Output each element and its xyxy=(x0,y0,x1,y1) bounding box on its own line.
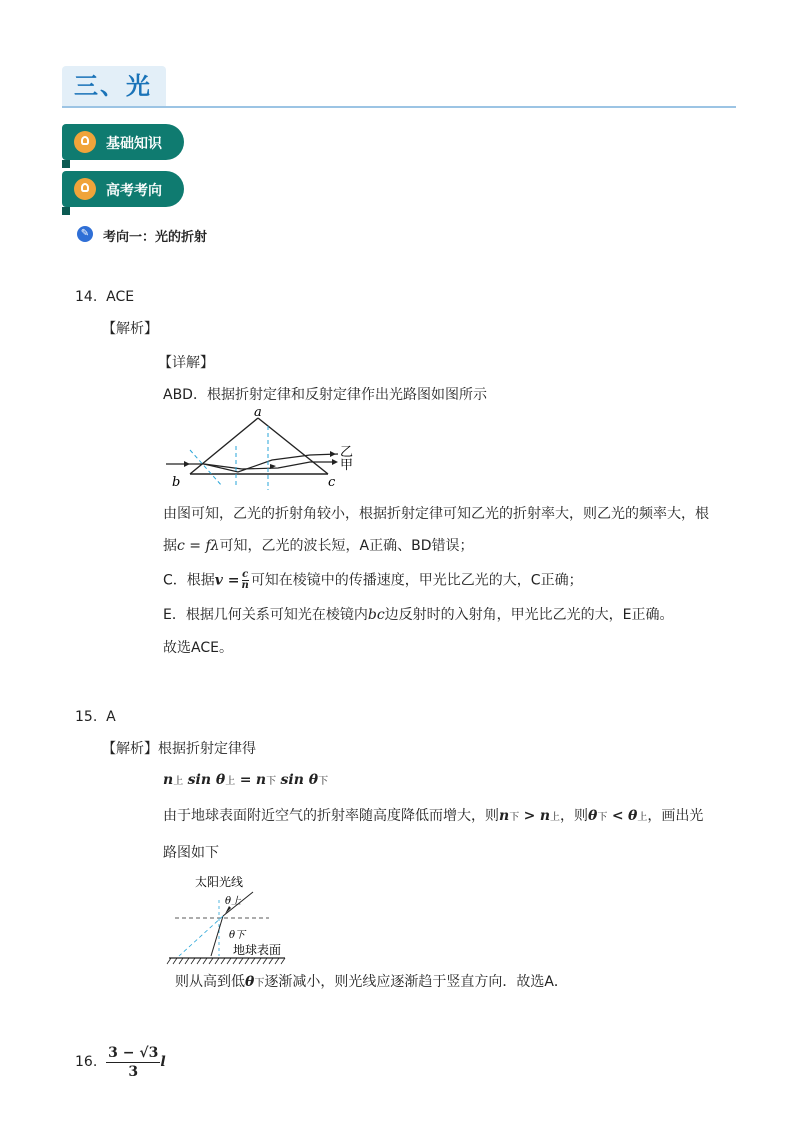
q15-answer: A xyxy=(106,709,116,725)
q14-line5: E．根据几何关系可知光在棱镜内bc边反射时的入射角，甲光比乙光的大，E正确。 xyxy=(163,607,674,623)
basic-knowledge-tab[interactable] xyxy=(62,124,184,160)
pencil-icon: ✎ xyxy=(77,226,93,242)
q15-number: 15. A xyxy=(75,709,116,725)
q14-detail-label: 【详解】 xyxy=(158,355,214,371)
q14-line1: ABD．根据折射定律和反射定律作出光路图如图所示 xyxy=(163,387,487,403)
q14-analysis-label: 【解析】 xyxy=(102,321,158,337)
label-a: a xyxy=(254,406,262,420)
q16-number: 16. xyxy=(75,1054,98,1070)
lightbulb-icon xyxy=(74,131,96,153)
prism-figure xyxy=(160,406,370,492)
q15-line2: 由于地球表面附近空气的折射率随高度降低而增大，则n下 > n上，则θ下 < θ上，画出光 xyxy=(163,808,704,824)
q14-line3: 据c = fλ可知，乙光的波长短，A正确、BD错误； xyxy=(163,538,474,554)
label-b: b xyxy=(172,475,181,490)
q14-line4: C．根据v = $\frac{c}{n}$ 可知在棱镜中的传播速度，甲光比乙光的大，C正确； xyxy=(163,569,583,591)
label-sun-ray: 太阳光线 xyxy=(195,875,244,889)
q14-line6: 故选ACE。 xyxy=(163,640,233,656)
basic-knowledge-label: 基础知识 xyxy=(106,136,162,152)
exam-direction-tab[interactable] xyxy=(62,171,184,207)
q16-line: 16. $\frac{3 - √3}{3}$ l xyxy=(75,1044,166,1080)
q15-line4: 则从高到低θ下逐渐减小，则光线应逐渐趋于竖直方向．故选A． xyxy=(175,974,568,990)
lightbulb-icon xyxy=(74,178,96,200)
q16-fraction: $\frac{3 - √3}{3}$ xyxy=(108,1044,159,1080)
label-yi: 乙 xyxy=(340,445,354,460)
label-earth-surface: 地球表面 xyxy=(233,943,282,957)
section-divider xyxy=(62,106,736,108)
pill-fold xyxy=(62,207,70,215)
q14-number: 14. ACE xyxy=(75,289,135,305)
q15-analysis: 【解析】根据折射定律得 xyxy=(102,741,256,757)
exam-direction-label: 高考考向 xyxy=(106,183,162,199)
label-theta-down: θ下 xyxy=(229,930,246,941)
q15-line3: 路图如下 xyxy=(163,845,219,861)
q14-line2: 由图可知，乙光的折射角较小，根据折射定律可知乙光的折射率大，则乙光的频率大，根 xyxy=(163,506,709,522)
label-jia: 甲 xyxy=(340,458,354,473)
fraction-c-over-n: $\frac{c}{n}$ xyxy=(241,569,249,591)
refraction-figure xyxy=(165,870,305,966)
section-title: 三、光 xyxy=(62,66,166,106)
q15-equation: n上 sin θ上 = n下 sin θ下 xyxy=(163,772,329,788)
pill-fold xyxy=(62,160,70,168)
direction-title: 考向一：光的折射 xyxy=(103,230,208,245)
q14-answer: ACE xyxy=(106,289,135,305)
label-theta-up: θ上 xyxy=(225,896,242,907)
label-c: c xyxy=(328,475,336,490)
formula-c-f-lambda: c = fλ xyxy=(177,538,220,554)
